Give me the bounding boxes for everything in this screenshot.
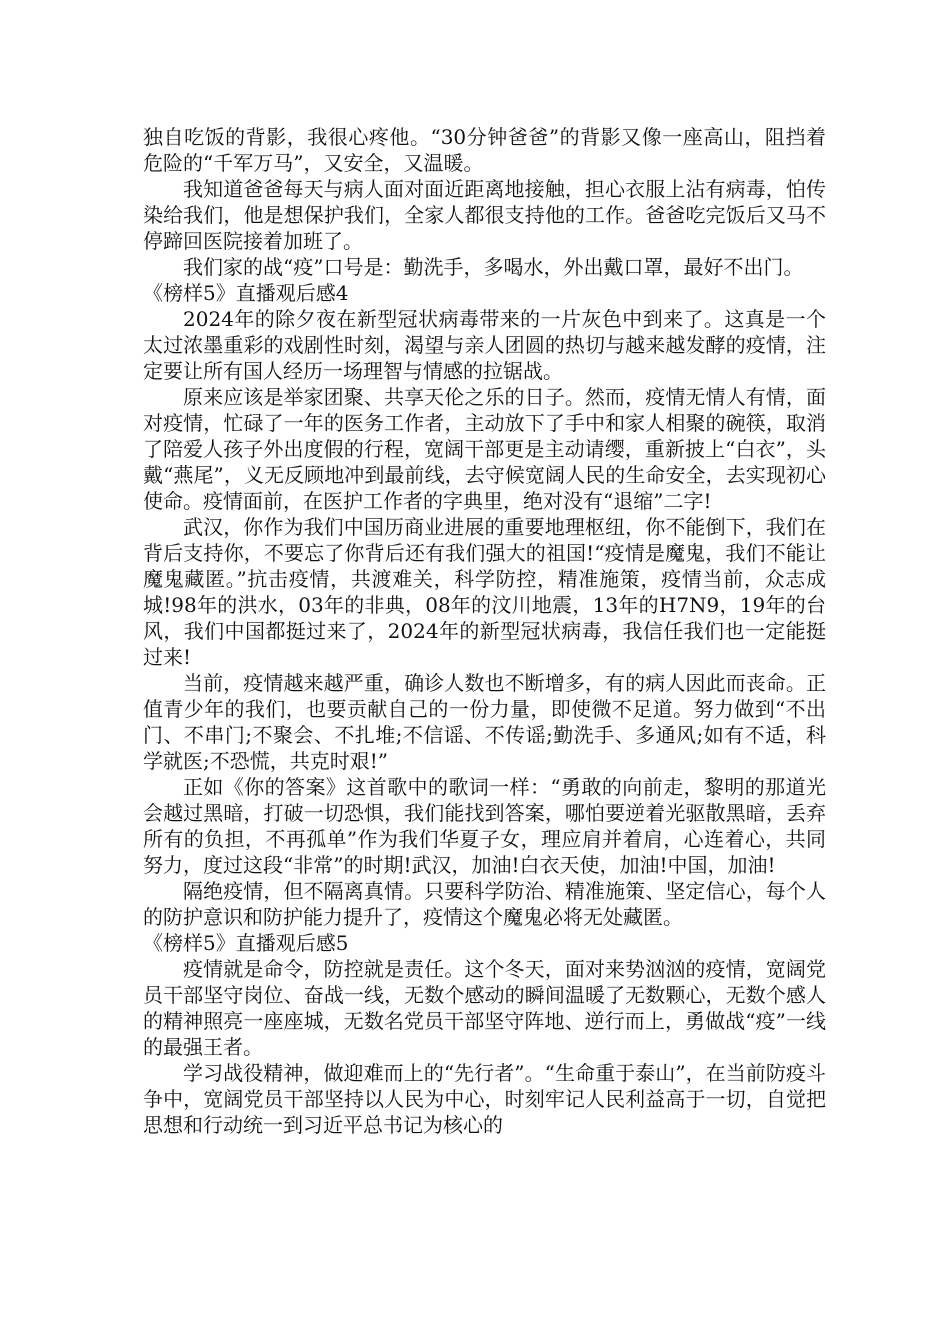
paragraph: 武汉，你作为我们中国历商业进展的重要地理枢纽，你不能倒下，我们在背后支持你，不要忘了你背后还有我们强大的祖国!“疫情是魔鬼，我们不能让魔鬼藏匿。”抗击疫情，共渡难关，科学防控，精准施策，疫情当前，众志成城!98年的洪水，03年的非典，08年的汶川地震，13年的H7N9，19年的台风，我们中国都挺过来了，2024年的新型冠状病毒，我信任我们也一定能挺过来! <box>143 515 826 669</box>
section-heading: 《榜样5》直播观后感4 <box>143 281 349 305</box>
paragraph: 学习战役精神，做迎难而上的“先行者”。“生命重于泰山”，在当前防疫斗争中，宽阔党员干部坚持以人民为中心，时刻牢记人民利益高于一切，自觉把思想和行动统一到习近平总书记为核心的 <box>143 1061 826 1137</box>
paragraph: 正如《你的答案》这首歌中的歌词一样：“勇敢的向前走，黎明的那道光会越过黑暗，打破一切恐惧，我们能找到答案，哪怕要逆着光驱散黑暗，丢弃所有的负担，不再孤单”作为我们华夏子女，理应肩并着肩，心连着心，共同努力，度过这段“非常”的时期!武汉，加油!白衣天使，加油!中国，加油! <box>143 775 826 877</box>
document-body <box>143 124 826 1138</box>
paragraph: 我们家的战“疫”口号是：勤洗手，多喝水，外出戴口罩，最好不出门。 <box>183 255 804 279</box>
paragraph: 我知道爸爸每天与病人面对面近距离地接触，担心衣服上沾有病毒，怕传染给我们，他是想保护我们，全家人都很支持他的工作。爸爸吃完饭后又马不停蹄回医院接着加班了。 <box>143 177 826 253</box>
section-heading: 《榜样5》直播观后感5 <box>143 931 349 955</box>
paragraph: 2024年的除夕夜在新型冠状病毒带来的一片灰色中到来了。这真是一个太过浓墨重彩的戏剧性时刻，渴望与亲人团圆的热切与越来越发酵的疫情，注定要让所有国人经历一场理智与情感的拉锯战。 <box>143 307 826 383</box>
paragraph: 隔绝疫情，但不隔离真情。只要科学防治、精准施策、坚定信心，每个人的防护意识和防护能力提升了，疫情这个魔鬼必将无处藏匿。 <box>143 879 826 929</box>
paragraph-continued: 独自吃饭的背影，我很心疼他。“30分钟爸爸”的背影又像一座高山，阻挡着危险的“千军万马”，又安全，又温暖。 <box>143 125 826 175</box>
paragraph: 原来应该是举家团聚、共享天伦之乐的日子。然而，疫情无情人有情，面对疫情，忙碌了一年的医务工作者，主动放下了手中和家人相聚的碗筷，取消了陪爱人孩子外出度假的行程，宽阔干部更是主动请缨，重新披上“白衣”，头戴“燕尾”，义无反顾地冲到最前线，去守候宽阔人民的生命安全，去实现初心使命。疫情面前，在医护工作者的字典里，绝对没有“退缩”二字! <box>143 385 826 513</box>
paragraph: 当前，疫情越来越严重，确诊人数也不断增多，有的病人因此而丧命。正值青少年的我们，也要贡献自己的一份力量，即使微不足道。努力做到“不出门、不串门;不聚会、不扎堆;不信谣、不传谣;勤洗手、多通风;如有不适，科学就医;不恐慌，共克时艰!” <box>143 671 826 773</box>
paragraph: 疫情就是命令，防控就是责任。这个冬天，面对来势汹汹的疫情，宽阔党员干部坚守岗位、奋战一线，无数个感动的瞬间温暖了无数颗心，无数个感人的精神照亮一座座城，无数名党员干部坚守阵地、逆行而上，勇做战“疫”一线的最强王者。 <box>143 957 826 1059</box>
